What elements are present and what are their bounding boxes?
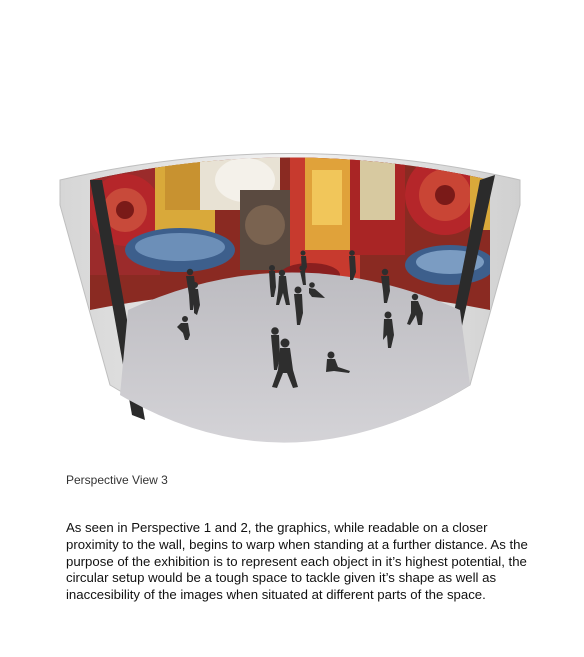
description-paragraph: As seen in Perspective 1 and 2, the graphics, while readable on a closer proximity to the wall, begins to warp when standing at a further distance. As the purpose of the exhibition is to represent each object in it’s highest potential, the circular setup would be a tough space to tackle given it’s shape as well as inaccesibility of the images when situated at different parts of the space.	[66, 520, 528, 603]
figure-caption: Perspective View 3	[66, 473, 168, 487]
circular-exhibition-rendering	[50, 135, 530, 470]
